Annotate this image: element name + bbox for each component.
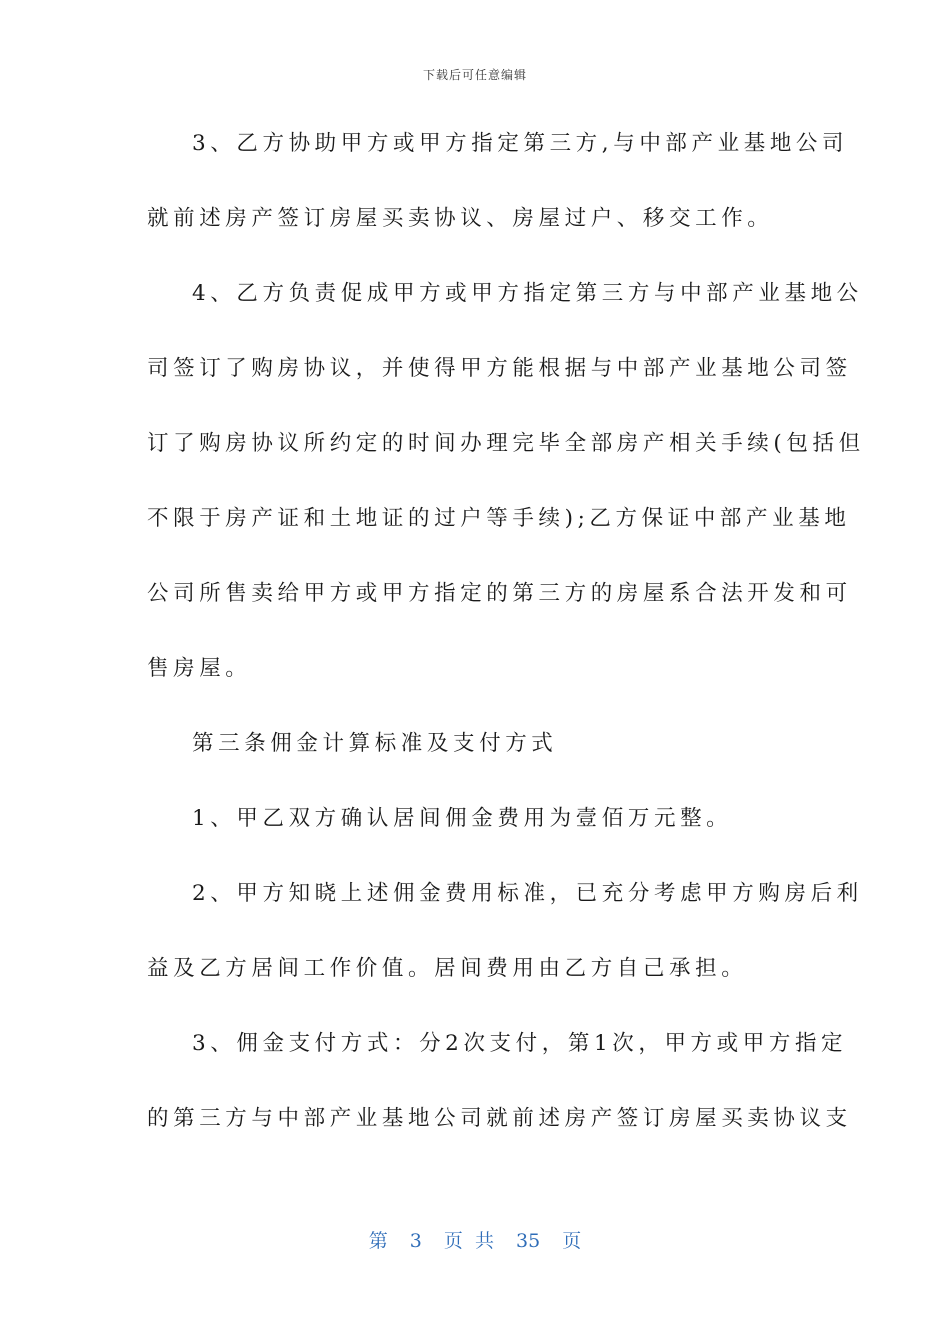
paragraph-line: 1、甲乙双方确认居间佣金费用为壹佰万元整。	[192, 806, 733, 831]
paragraph-line: 益及乙方居间工作价值。居间费用由乙方自己承担。	[147, 956, 748, 981]
paragraph-line: 不限于房产证和土地证的过户等手续);乙方保证中部产业基地	[147, 506, 851, 531]
paragraph-line: 订了购房协议所约定的时间办理完毕全部房产相关手续(包括但	[147, 431, 865, 456]
page-header-note: 下载后可任意编辑	[422, 68, 527, 82]
paragraph-line: 售房屋。	[147, 656, 252, 681]
paragraph-line: 司签订了购房协议，并使得甲方能根据与中部产业基地公司签	[147, 356, 852, 381]
footer-middle: 页 共	[443, 1230, 494, 1252]
paragraph-line: 公司所售卖给甲方或甲方指定的第三方的房屋系合法开发和可	[147, 581, 852, 606]
paragraph-line: 2、甲方知晓上述佣金费用标准，已充分考虑甲方购房后利	[192, 881, 863, 906]
paragraph-line: 4、乙方负责促成甲方或甲方指定第三方与中部产业基地公	[192, 281, 863, 306]
paragraph-line: 的第三方与中部产业基地公司就前述房产签订房屋买卖协议支	[147, 1106, 852, 1131]
document-body	[147, 118, 865, 1168]
section-heading: 第三条佣金计算标准及支付方式	[192, 731, 558, 756]
paragraph-line: 3、乙方协助甲方或甲方指定第三方,与中部产业基地公司	[192, 131, 849, 156]
footer-suffix: 页	[562, 1230, 582, 1252]
paragraph-line: 就前述房产签订房屋买卖协议、房屋过户、移交工作。	[147, 206, 774, 231]
page-number-footer	[0, 1226, 950, 1253]
paragraph-line: 3、佣金支付方式：分2次支付，第1次，甲方或甲方指定	[192, 1031, 848, 1056]
footer-prefix: 第	[368, 1230, 388, 1252]
current-page-number: 3	[409, 1230, 422, 1252]
total-page-count: 35	[516, 1230, 541, 1252]
